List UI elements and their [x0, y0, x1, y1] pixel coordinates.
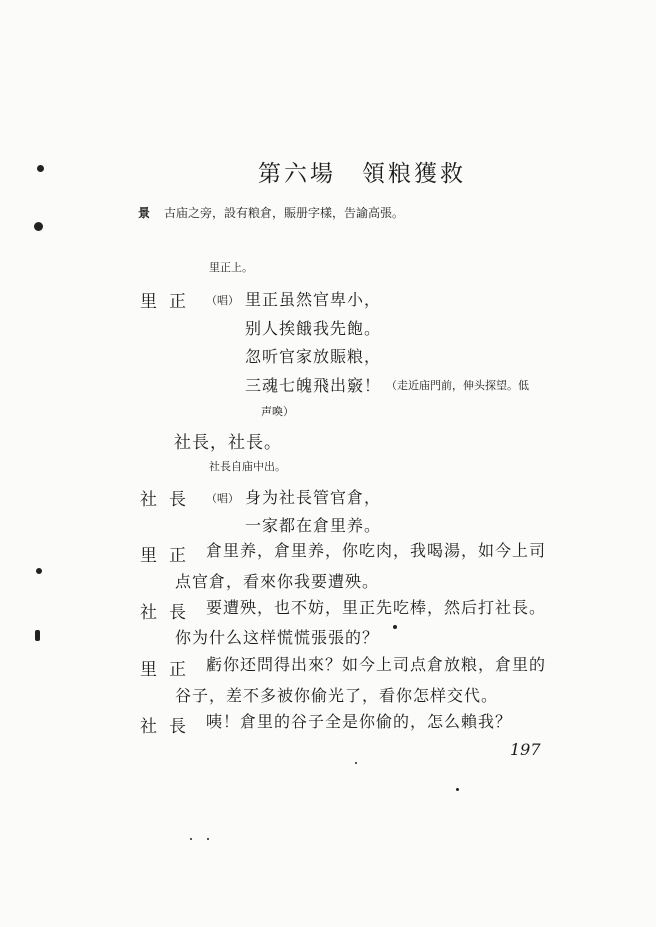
- sing-tag: （唱）: [206, 492, 239, 505]
- dialogue-line: 倉里养，倉里养，你吃肉，我喝湯，如今上司: [206, 541, 547, 560]
- speaker-name: 里正: [140, 546, 198, 566]
- scan-speck: [36, 568, 42, 574]
- dialogue-line: 咦！倉里的谷子全是你偷的，怎么賴我？: [206, 712, 513, 731]
- scan-speck: [37, 165, 44, 172]
- scan-speck: [355, 762, 357, 764]
- scene-title: [258, 155, 466, 188]
- page-number: 197: [510, 740, 541, 759]
- sing-tag: （唱）: [206, 294, 239, 307]
- dialogue-line: 谷子，差不多被你偷光了，看你怎样交代。: [175, 686, 499, 705]
- speaker-name: 里正: [140, 292, 198, 312]
- dialogue-line: 点官倉，看來你我要遭殃。: [175, 572, 380, 591]
- dialogue-call: 社長，社長。: [174, 433, 282, 453]
- scan-speck: [190, 838, 192, 840]
- verse-line: 一家都在倉里养。: [245, 516, 382, 535]
- scan-speck: [456, 788, 459, 791]
- dialogue-line: 要遭殃，也不妨，里正先吃棒，然后打社長。: [206, 598, 547, 617]
- dialogue-line: 你为什么这样慌慌張張的？: [175, 628, 380, 647]
- stage-direction: 声喚）: [261, 405, 294, 418]
- scan-speck: [34, 222, 43, 231]
- stage-direction: （走近庙門前，伸头探望。低: [386, 379, 529, 392]
- verse-line: 三魂七魄飛出竅！: [245, 376, 382, 395]
- speaker-name: 社長: [140, 603, 198, 623]
- verse-line: 里正虽然官卑小，: [245, 290, 382, 309]
- scan-speck: [207, 838, 209, 840]
- speaker-name: 社長: [140, 717, 198, 737]
- scan-speck: [393, 625, 397, 629]
- scene-name: 領粮獲救: [362, 161, 466, 187]
- speaker-name: 社長: [140, 490, 198, 510]
- verse-line: 忽听官家放賑粮，: [245, 347, 382, 366]
- scene-description: [138, 204, 404, 221]
- scan-speck: [35, 630, 40, 641]
- verse-line: 身为社長管官倉，: [245, 488, 382, 507]
- speaker-name: 里正: [140, 660, 198, 680]
- scene-text: 古庙之旁，設有粮倉，賑册字樣，告諭高張。: [164, 206, 405, 220]
- verse-line: 别人挨餓我先飽。: [245, 319, 382, 338]
- scene-number: 第六場: [258, 161, 336, 187]
- dialogue-line: 虧你还問得出來？如今上司点倉放粮，倉里的: [206, 655, 547, 674]
- stage-direction: 社長自庙中出。: [209, 460, 286, 473]
- scene-label: 景: [138, 206, 151, 220]
- stage-direction: 里正上。: [209, 261, 253, 274]
